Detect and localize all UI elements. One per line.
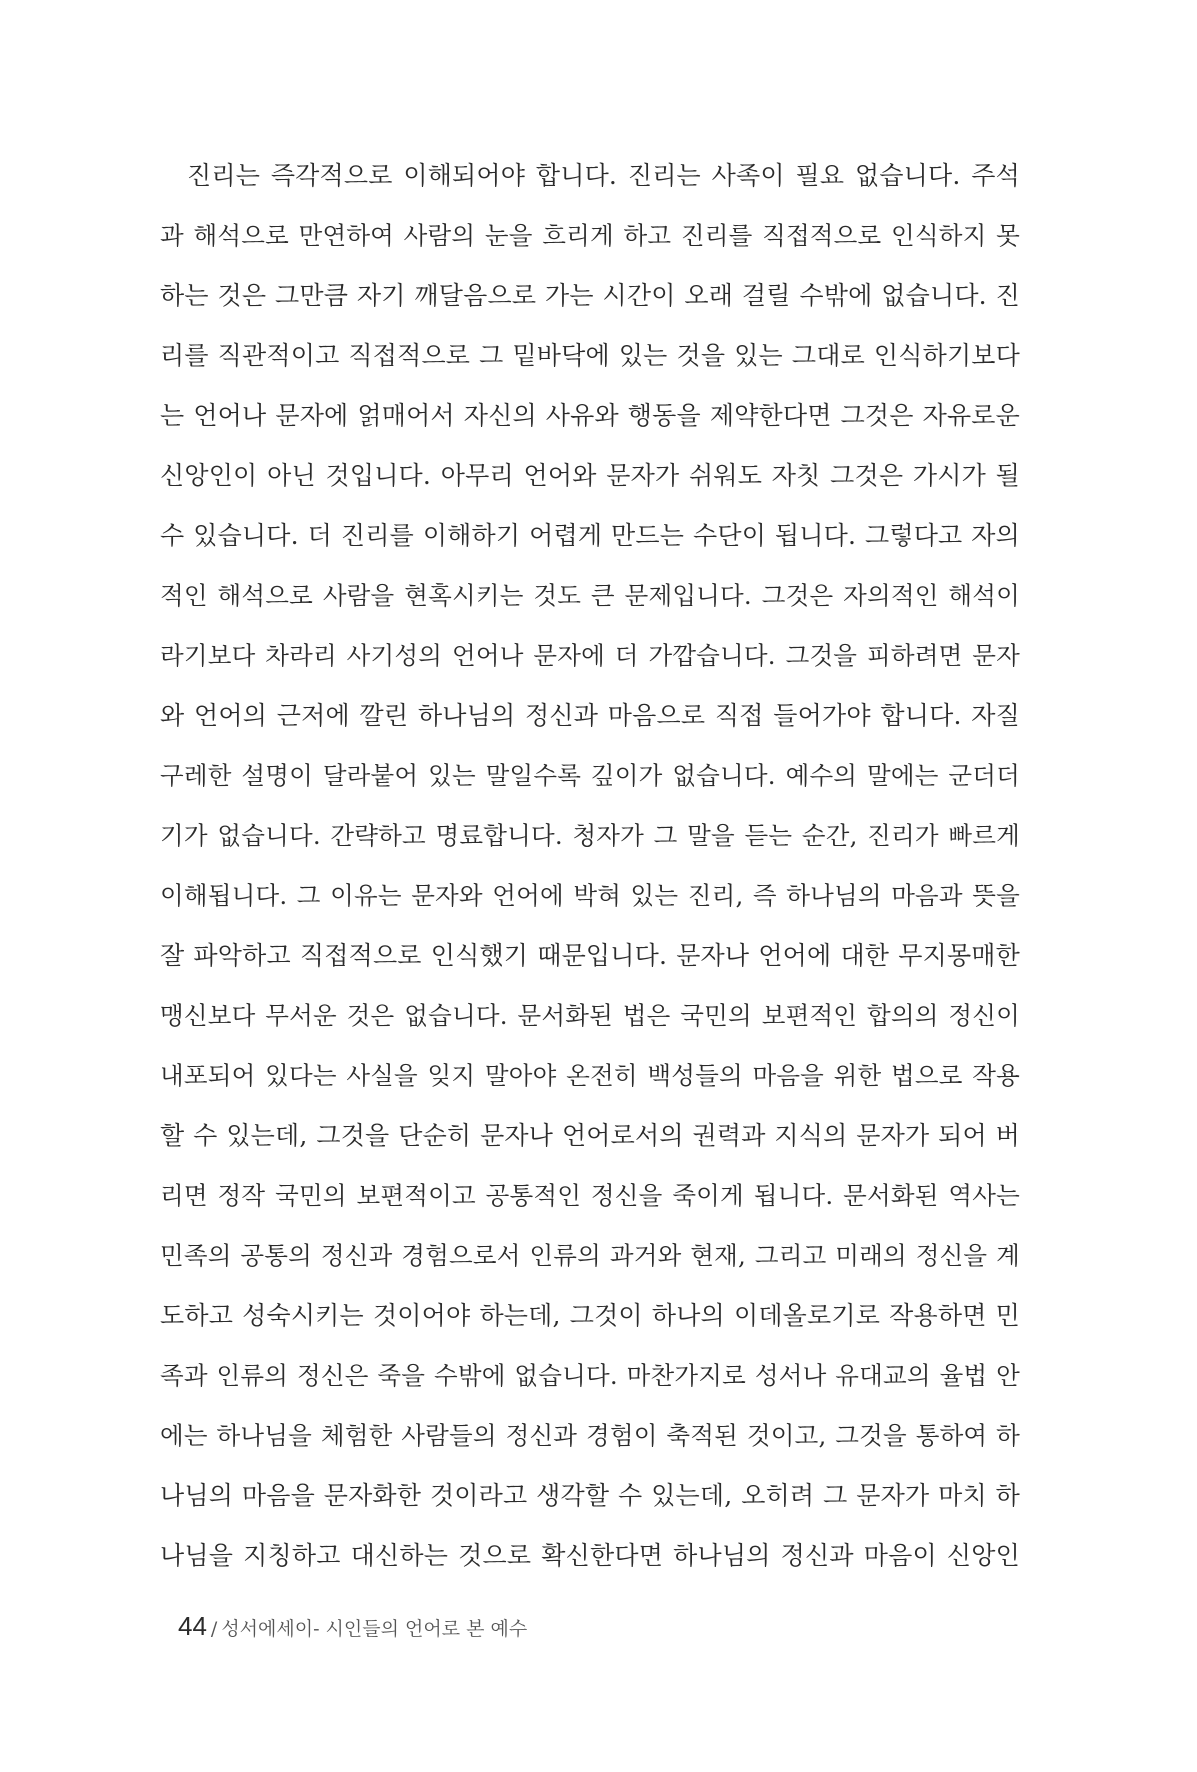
text-line: 잘 파악하고 직접적으로 인식했기 때문입니다. 문자나 언어에 대한 무지몽매한	[160, 941, 1020, 970]
text-line: 민족의 공통의 정신과 경험으로서 인류의 과거와 현재, 그리고 미래의 정신을 계	[160, 1241, 1020, 1270]
text-line: 라기보다 차라리 사기성의 언어나 문자에 더 가깝습니다. 그것을 피하려면 문자	[160, 641, 1020, 670]
text-line: 리를 직관적이고 직접적으로 그 밑바닥에 있는 것을 있는 그대로 인식하기보다	[160, 341, 1020, 370]
page-number: 44	[178, 1611, 207, 1641]
text-line: 수 있습니다. 더 진리를 이해하기 어렵게 만드는 수단이 됩니다. 그렇다고 자의	[160, 521, 1020, 550]
text-line: 나님을 지칭하고 대신하는 것으로 확신한다면 하나님의 정신과 마음이 신앙인	[160, 1541, 1020, 1570]
text-line: 구레한 설명이 달라붙어 있는 말일수록 깊이가 없습니다. 예수의 말에는 군더더	[160, 761, 1020, 790]
text-line: 와 언어의 근저에 깔린 하나님의 정신과 마음으로 직접 들어가야 합니다. 자질	[160, 701, 1020, 730]
text-line: 도하고 성숙시키는 것이어야 하는데, 그것이 하나의 이데올로기로 작용하면 민	[160, 1301, 1020, 1330]
text-line: 이해됩니다. 그 이유는 문자와 언어에 박혀 있는 진리, 즉 하나님의 마음과 뜻을	[160, 881, 1020, 910]
text-line: 적인 해석으로 사람을 현혹시키는 것도 큰 문제입니다. 그것은 자의적인 해석이	[160, 581, 1020, 610]
text-line: 과 해석으로 만연하여 사람의 눈을 흐리게 하고 진리를 직접적으로 인식하지 못	[160, 221, 1020, 250]
footer-separator: /	[210, 1618, 218, 1640]
text-line: 할 수 있는데, 그것을 단순히 문자나 언어로서의 권력과 지식의 문자가 되어 버	[160, 1121, 1020, 1150]
running-book-title: 성서에세이- 시인들의 언어로 본 예수	[221, 1618, 528, 1640]
text-line: 신앙인이 아닌 것입니다. 아무리 언어와 문자가 쉬워도 자칫 그것은 가시가 될	[160, 461, 1020, 490]
text-line: 족과 인류의 정신은 죽을 수밖에 없습니다. 마찬가지로 성서나 유대교의 율법 안	[160, 1361, 1020, 1390]
text-line: 는 언어나 문자에 얽매어서 자신의 사유와 행동을 제약한다면 그것은 자유로운	[160, 401, 1020, 430]
text-line: 에는 하나님을 체험한 사람들의 정신과 경험이 축적된 것이고, 그것을 통하여 하	[160, 1421, 1020, 1450]
text-line: 하는 것은 그만큼 자기 깨달음으로 가는 시간이 오래 걸릴 수밖에 없습니다. 진	[160, 281, 1020, 310]
text-line: 리면 정작 국민의 보편적이고 공통적인 정신을 죽이게 됩니다. 문서화된 역사는	[160, 1181, 1020, 1210]
page-footer	[178, 1606, 527, 1646]
text-line: 기가 없습니다. 간략하고 명료합니다. 청자가 그 말을 듣는 순간, 진리가 빠르게	[160, 821, 1020, 850]
text-line: 진리는 즉각적으로 이해되어야 합니다. 진리는 사족이 필요 없습니다. 주석	[187, 161, 1020, 190]
body-paragraph	[160, 146, 1020, 1586]
text-line: 내포되어 있다는 사실을 잊지 말아야 온전히 백성들의 마음을 위한 법으로 작용	[160, 1061, 1020, 1090]
text-line: 나님의 마음을 문자화한 것이라고 생각할 수 있는데, 오히려 그 문자가 마치 하	[160, 1481, 1020, 1510]
text-line: 맹신보다 무서운 것은 없습니다. 문서화된 법은 국민의 보편적인 합의의 정신이	[160, 1001, 1020, 1030]
